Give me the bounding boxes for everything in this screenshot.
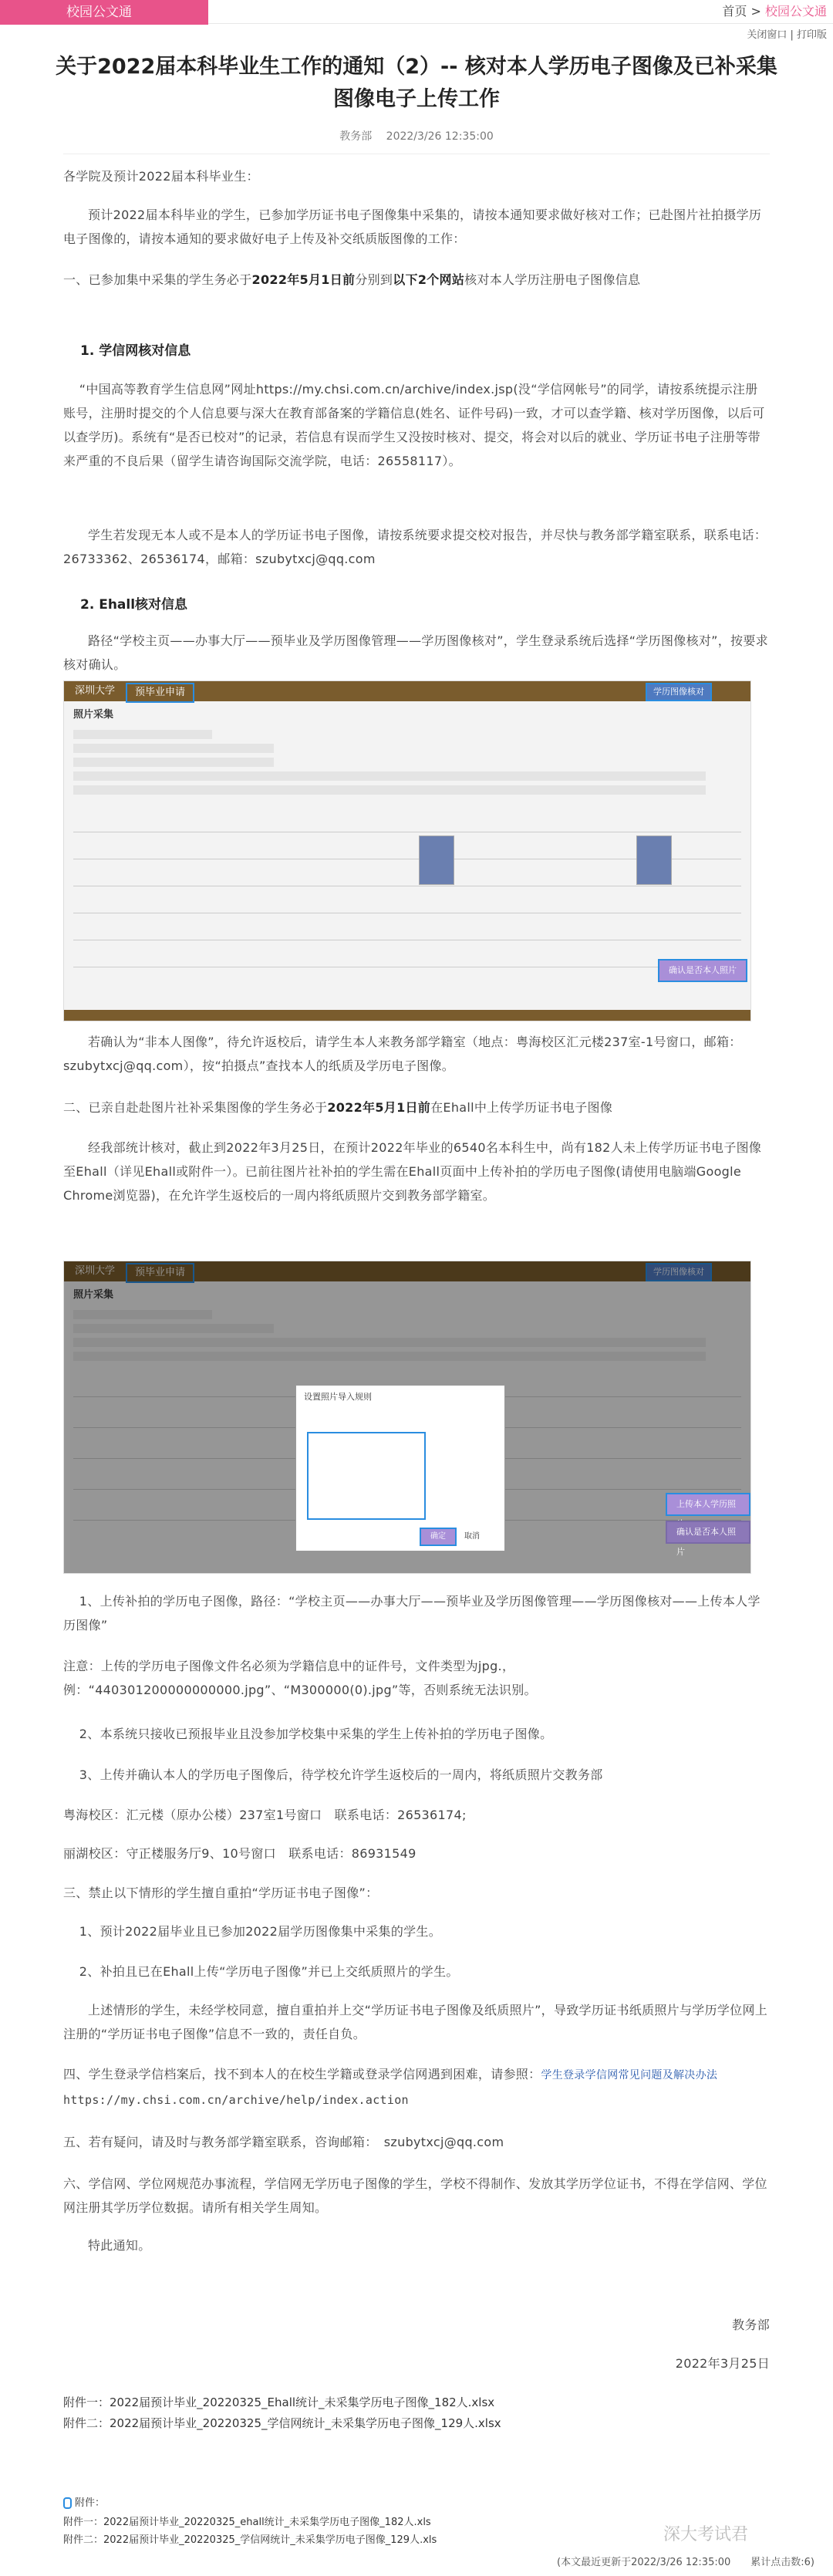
pre-graduation-tag: 预毕业申请 xyxy=(126,683,194,703)
upload-note: 注意：上传的学历电子图像文件名必须为学籍信息中的证件号，文件类型为jpg.，例：“440301200000000000.jpg”、“M300000(0).jpg”等，否则系统无法识别。 xyxy=(63,1659,537,1697)
image-check-nav: 学历图像核对 xyxy=(646,1263,712,1281)
screenshot-header xyxy=(64,681,750,701)
update-footer: (本文最近更新于2022/3/26 12:35:00 累计点击数:6) xyxy=(557,2557,814,2568)
section-two-heading: 二、已亲自赴赴图片社补采集图像的学生务必于2022年5月1日前在Ehall中上传学历证书电子图像 xyxy=(63,1100,613,1115)
breadcrumb: 首页 > 校园公文通 xyxy=(722,4,827,19)
intro-paragraph: 预计2022届本科毕业的学生，已参加学历证书电子图像集中采集的，请按本通知要求做好核对工作；已赴图片社拍摄学历电子图像的，请按本通知的要求做好电子上传及补交纸质版图像的工作： xyxy=(63,208,762,246)
section-one-heading: 一、已参加集中采集的学生务必于2022年5月1日前分别到以下2个网站核对本人学历注册电子图像信息 xyxy=(63,272,641,287)
site-brand[interactable]: 校园公文通 xyxy=(0,0,208,25)
article-datetime: 2022/3/26 12:35:00 xyxy=(386,130,494,143)
sign-department: 教务部 xyxy=(732,2318,770,2332)
ehall-screenshot-1 xyxy=(63,680,751,1021)
photo-thumbnail xyxy=(419,836,454,885)
attachment-file-1[interactable]: 附件一：2022届预计毕业_20220325_ehall统计_未采集学历电子图像_182人.xls xyxy=(63,2517,431,2528)
non-self-image-paragraph: 若确认为“非本人图像”，待允许返校后，请学生本人来教务部学籍室（地点：粤海校区汇元楼237室-1号窗口，邮箱：szubytxcj@qq.com），按“拍摄点”查找本人的纸质及学历电子图像。 xyxy=(63,1035,742,1073)
attachment-line-1: 附件一：2022届预计毕业_20220325_Ehall统计_未采集学历电子图像_182人.xlsx xyxy=(63,2395,495,2409)
pre-graduation-tag: 预毕业申请 xyxy=(126,1263,194,1283)
article-meta xyxy=(0,128,833,143)
photo-thumbnail xyxy=(636,836,672,885)
top-bar xyxy=(0,0,833,24)
lihu-contact: 丽湖校区：守正楼服务厅9、10号窗口 联系电话：86931549 xyxy=(63,1846,416,1861)
subheading-chsi: 1. 学信网核对信息 xyxy=(80,343,191,359)
confirm-own-photo-button: 确认是否本人照片 xyxy=(658,959,747,982)
university-logo: 深圳大学 xyxy=(75,1265,116,1277)
section-five: 五、若有疑问，请及时与教务部学籍室联系，咨询邮箱： szubytxcj@qq.com xyxy=(63,2135,504,2149)
import-rule-dialog xyxy=(295,1385,505,1551)
upload-step-3: 3、上传并确认本人的学历电子图像后，待学校允许学生返校后的一周内，将纸质照片交教务部 xyxy=(79,1767,603,1782)
chsi-paragraph: “中国高等教育学生信息网”网址https://my.chsi.com.cn/archive/index.jsp(没“学信网帐号”的同学，请按系统提示注册账号，注册时提交的个人信息要与深大在教育部备案的学籍信息(姓名、证件号码)一致，才可以查学籍、核对学历图像，以后可以查学历)。系统有“是否已校对”的记录，若信息有误而学生又没按时核对、提交，将会对以后的就业、学历证书电子注册等带来严重的不良后果（留学生请咨询国际交流学院，电话：26558117）。 xyxy=(63,382,765,468)
help-url[interactable]: https://my.chsi.com.cn/archive/help/index.action xyxy=(63,2093,409,2107)
prohibited-case-2: 2、补拍且已在Ehall上传“学历电子图像”并已上交纸质照片的学生。 xyxy=(79,1964,459,1979)
section-three-heading: 三、禁止以下情形的学生擅自重拍“学历证书电子图像”： xyxy=(63,1886,379,1900)
photo-section-title: 照片采集 xyxy=(73,1289,114,1301)
close-window-link[interactable]: 关闭窗口 xyxy=(747,29,787,41)
ehall-screenshot-2 xyxy=(63,1261,751,1574)
dialog-title: 设置照片导入规则 xyxy=(304,1392,372,1402)
attachment-label: 附件： xyxy=(63,2494,105,2509)
attachment-file-2[interactable]: 附件二：2022届预计毕业_20220325_学信网统计_未采集学历电子图像_129人.xls xyxy=(63,2534,437,2546)
watermark: 深大考试君 xyxy=(663,2525,749,2544)
consequence-paragraph: 上述情形的学生，未经学校同意，擅自重拍并上交“学历证书电子图像及纸质照片”，导致学历证书纸质照片与学历学位网上注册的“学历证书电子图像”信息不一致的，责任自负。 xyxy=(63,2003,768,2041)
print-link[interactable]: 打印版 xyxy=(796,29,827,41)
university-logo: 深圳大学 xyxy=(75,685,116,697)
confirm-own-photo-button: 确认是否本人照片 xyxy=(666,1521,750,1544)
photo-section-title: 照片采集 xyxy=(73,709,114,721)
ehall-path-paragraph: 路径“学校主页——办事大厅——预毕业及学历图像管理——学历图像核对”，学生登录系统后选择“学历图像核对”，按要求核对确认。 xyxy=(63,633,768,672)
breadcrumb-current[interactable]: 校园公文通 xyxy=(764,4,827,19)
upload-own-photo-button: 上传本人学历照 xyxy=(666,1493,750,1516)
breadcrumb-home[interactable]: 首页 xyxy=(722,4,747,19)
section-four: 四、学生登录学信档案后，找不到本人的在校生学籍或登录学信网遇到困难，请参照：学生登录学信网常见问题及解决办法 https://my.chsi.com.cn/archive/help/index.action xyxy=(63,2067,718,2107)
upload-step-1: 1、上传补拍的学历电子图像，路径：“学校主页——办事大厅——预毕业及学历图像管理——学历图像核对——上传本人学历图像” xyxy=(63,1594,760,1632)
statistics-paragraph: 经我部统计核对，截止到2022年3月25日，在预计2022年毕业的6540名本科生中，尚有182人未上传学历证书电子图像至Ehall（详见Ehall或附件一）。已前往图片社补拍的学生需在Ehall页面中上传补拍的学历电子图像(请使用电脑端Google Chrome浏览器)，在允许学生返校后的一周内将纸质照片交到教务部学籍室。 xyxy=(63,1140,762,1203)
help-link[interactable]: 学生登录学信网常见问题及解决办法 xyxy=(541,2069,718,2081)
subheading-ehall: 2. Ehall核对信息 xyxy=(80,597,188,613)
dialog-cancel-button: 取消 xyxy=(464,1532,480,1541)
attachment-line-2: 附件二：2022届预计毕业_20220325_学信网统计_未采集学历电子图像_129人.xlsx xyxy=(63,2416,501,2430)
article-department: 教务部 xyxy=(339,130,373,143)
greeting: 各学院及预计2022届本科毕业生： xyxy=(63,169,259,184)
dialog-ok-button: 确定 xyxy=(420,1528,457,1546)
window-actions: 关闭窗口 | 打印版 xyxy=(747,29,827,41)
page-title: 关于2022届本科毕业生工作的通知（2）-- 核对本人学历电子图像及已补采集图像电子上传工作 xyxy=(56,55,777,111)
paperclip-icon xyxy=(63,2497,72,2509)
image-check-nav: 学历图像核对 xyxy=(646,683,712,701)
dialog-options xyxy=(307,1432,426,1520)
section-six: 六、学信网、学位网规范办事流程，学信网无学历电子图像的学生，学校不得制作、发放其学历学位证书，不得在学信网、学位网注册其学历学位数据。请所有相关学生周知。 xyxy=(63,2176,767,2215)
upload-step-2: 2、本系统只接收已预报毕业且没参加学校集中采集的学生上传补拍的学历电子图像。 xyxy=(79,1727,553,1741)
prohibited-case-1: 1、预计2022届毕业且已参加2022届学历图像集中采集的学生。 xyxy=(79,1924,442,1939)
sign-date: 2022年3月25日 xyxy=(675,2356,770,2371)
yuehai-contact: 粤海校区：汇元楼（原办公楼）237室1号窗口 联系电话：26536174; xyxy=(63,1808,467,1822)
contact-paragraph: 学生若发现无本人或不是本人的学历证书电子图像，请按系统要求提交校对报告，并尽快与教务部学籍室联系，联系电话：26733362、26536174，邮箱：szubytxcj@qq.com xyxy=(63,528,767,566)
closing-remark: 特此通知。 xyxy=(88,2238,151,2253)
